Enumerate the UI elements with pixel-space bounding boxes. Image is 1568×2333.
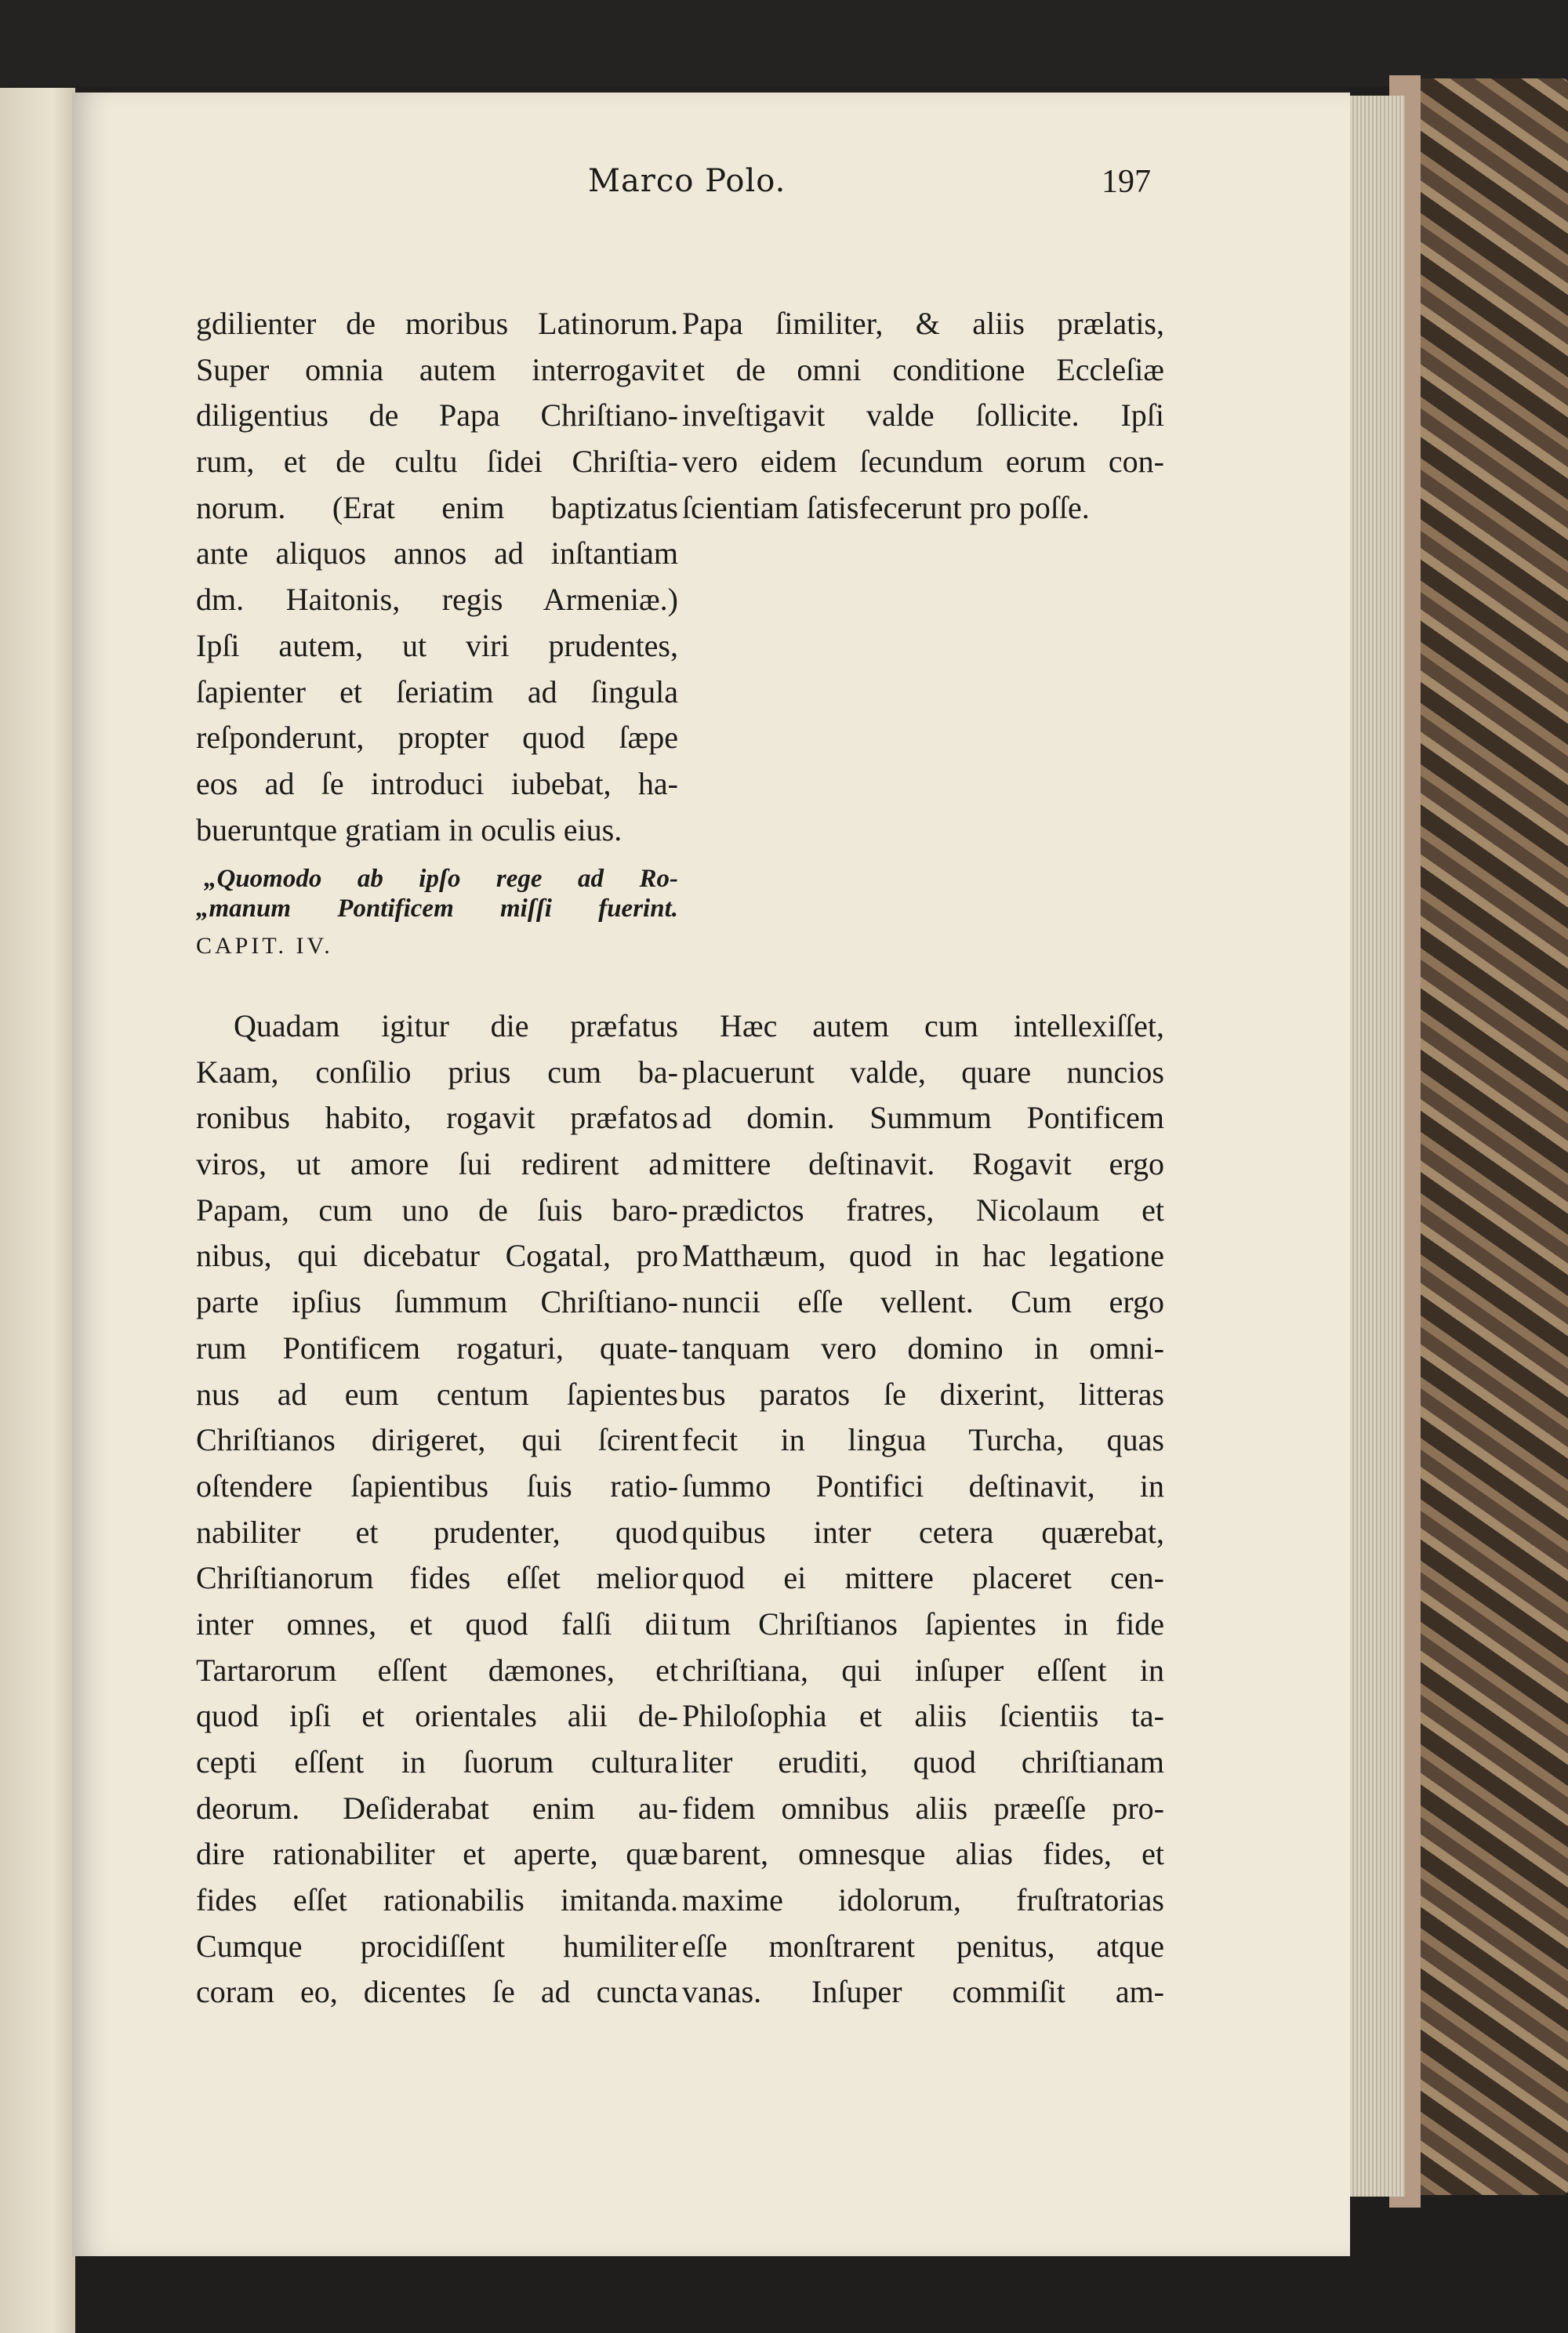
- text-line: liter eruditi, quod chriſtianam: [682, 1744, 1164, 1780]
- text-line: reſponderunt, propter quod ſæpe: [196, 720, 678, 756]
- text-line: inter omnes, et quod falſi dii: [196, 1606, 678, 1642]
- text-line: nuncii eſſe vellent. Cum ergo: [682, 1284, 1164, 1320]
- text-line: fecit in lingua Turcha, quas: [682, 1422, 1164, 1458]
- text-line: Papa ſimiliter, & aliis prælatis,: [682, 306, 1164, 341]
- text-line: Chriſtianos dirigeret, qui ſcirent: [196, 1422, 678, 1458]
- text-line: deorum. Deſiderabat enim au-: [196, 1790, 678, 1826]
- text-line: barent, omnesque alias fides, et: [682, 1836, 1164, 1872]
- text-line: mittere deſtinavit. Rogavit ergo: [682, 1146, 1164, 1182]
- text-line: nibus, qui dicebatur Cogatal, pro: [196, 1238, 678, 1274]
- text-line: dire rationabiliter et aperte, quæ: [196, 1836, 678, 1872]
- text-line: quibus inter cetera quærebat,: [682, 1514, 1164, 1550]
- text-line: viros, ut amore ſui redirent ad: [196, 1146, 678, 1182]
- text-line: ronibus habito, rogavit præfatos: [196, 1100, 678, 1136]
- column-right-bottom: [682, 1003, 1164, 2016]
- text-line: eſſe monſtrarent penitus, atque: [682, 1928, 1164, 1964]
- text-line: maxime idolorum, fruſtratorias: [682, 1882, 1164, 1918]
- text-line: cepti eſſent in ſuorum cultura: [196, 1744, 678, 1780]
- column-right-top: [682, 301, 1164, 531]
- text-line: tum Chriſtianos ſapientes in fide: [682, 1606, 1164, 1642]
- facing-page-edge: [0, 88, 75, 2333]
- text-line: vanas. Inſuper commiſit am-: [682, 1974, 1164, 2010]
- text-line: Chriſtianorum fides eſſet melior: [196, 1560, 678, 1596]
- chapter-label: CAPIT. IV.: [196, 933, 333, 960]
- text-line: norum. (Erat enim baptizatus: [196, 489, 678, 525]
- text-line: placuerunt valde, quare nuncios: [682, 1054, 1164, 1090]
- chapter-title-line: „Quomodo ab ipſo rege ad Ro-: [204, 865, 678, 894]
- binding-top: [0, 0, 1568, 86]
- text-line: dm. Haitonis, regis Armeniæ.): [196, 582, 678, 618]
- text-line: Tartarorum eſſent dæmones, et: [196, 1652, 678, 1688]
- text-line: Cumque procidiſſent humiliter: [196, 1928, 678, 1964]
- running-title: Marco Polo.: [588, 163, 786, 199]
- text-line: tanquam vero domino in omni-: [682, 1330, 1164, 1366]
- text-line: nus ad eum centum ſapientes: [196, 1376, 678, 1412]
- text-line: bueruntque gratiam in oculis eius.: [196, 811, 622, 847]
- text-line: Ipſi autem, ut viri prudentes,: [196, 627, 678, 663]
- text-line: Kaam, conſilio prius cum ba-: [196, 1054, 678, 1090]
- text-line: nabiliter et prudenter, quod: [196, 1514, 678, 1550]
- text-line: quod ei mittere placeret cen-: [682, 1560, 1164, 1596]
- text-line: ſcientiam ſatisfecerunt pro poſſe.: [682, 489, 1090, 525]
- text-line: Papam, cum uno de ſuis baro-: [196, 1192, 678, 1228]
- page-header: [196, 163, 1151, 218]
- text-line: Matthæum, quod in hac legatione: [682, 1238, 1164, 1274]
- text-line: fidem omnibus aliis præeſſe pro-: [682, 1790, 1164, 1826]
- text-line: Super omnia autem interrogavit: [196, 351, 678, 387]
- text-line: diligentius de Papa Chriſtiano-: [196, 397, 678, 434]
- text-line: chriſtiana, qui inſuper eſſent in: [682, 1652, 1164, 1688]
- marbled-cover: [1411, 78, 1568, 2195]
- text-line: parte ipſius ſummum Chriſtiano-: [196, 1284, 678, 1320]
- text-line: inveſtigavit valde ſollicite. Ipſi: [682, 397, 1164, 434]
- text-line: Quadam igitur die præfatus: [234, 1008, 678, 1043]
- text-line: fides eſſet rationabilis imitanda.: [196, 1882, 678, 1918]
- text-line: ante aliquos annos ad inſtantiam: [196, 535, 678, 571]
- text-line: Philoſophia et aliis ſcientiis ta-: [682, 1698, 1164, 1734]
- text-line: eos ad ſe introduci iubebat, ha-: [196, 765, 678, 801]
- text-line: ad domin. Summum Pontificem: [682, 1100, 1164, 1136]
- text-line: coram eo, dicentes ſe ad cuncta: [196, 1974, 678, 2010]
- page-number: 197: [1102, 164, 1151, 200]
- text-line: vero eidem ſecundum eorum con-: [682, 444, 1164, 480]
- page-stack: [1342, 96, 1405, 2197]
- text-line: oſtendere ſapientibus ſuis ratio-: [196, 1468, 678, 1504]
- chapter-title-line: „manum Pontificem miſſi fuerint.: [196, 894, 678, 923]
- column-left-top: [196, 301, 678, 969]
- text-line: rum Pontificem rogaturi, quate-: [196, 1330, 678, 1366]
- text-line: et de omni conditione Eccleſiæ: [682, 351, 1164, 387]
- text-line: ſapienter et ſeriatim ad ſingula: [196, 673, 678, 709]
- text-line: bus paratos ſe dixerint, litteras: [682, 1376, 1164, 1412]
- text-line: rum, et de cultu ſidei Chriſtia-: [196, 444, 678, 480]
- text-line: gdilienter de moribus Latinorum.: [196, 306, 678, 341]
- text-line: Hæc autem cum intellexiſſet,: [720, 1008, 1164, 1043]
- column-left-bottom: [196, 1003, 678, 2016]
- text-line: ſummo Pontifici deſtinavit, in: [682, 1468, 1164, 1504]
- text-line: quod ipſi et orientales alii de-: [196, 1698, 678, 1734]
- text-line: prædictos fratres, Nicolaum et: [682, 1192, 1164, 1228]
